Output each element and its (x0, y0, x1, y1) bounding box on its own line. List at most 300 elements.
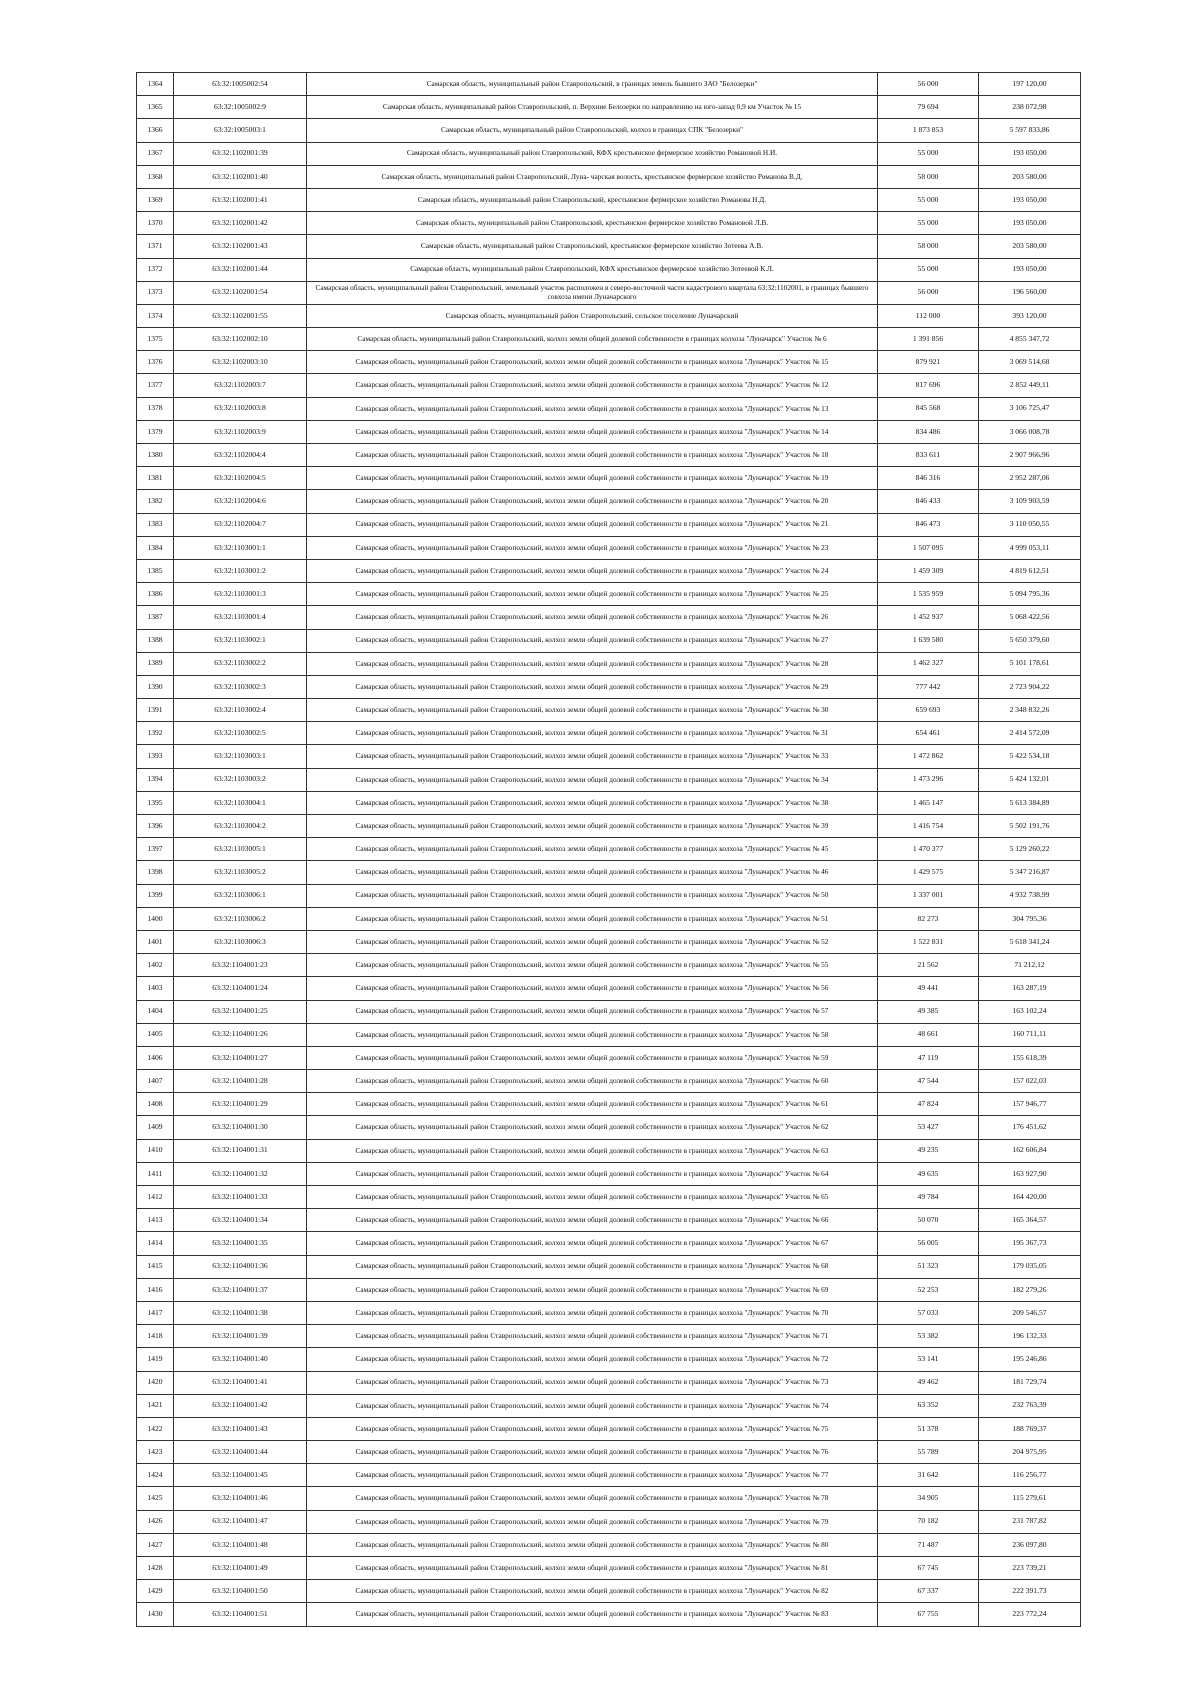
document-page (136, 72, 1080, 1627)
plot-area: 47 824 (878, 1093, 979, 1116)
row-number: 1423 (137, 1441, 174, 1464)
row-number: 1394 (137, 768, 174, 791)
cadastral-number: 63:32:1104001:38 (174, 1301, 307, 1324)
cadastral-number: 63:32:1102004:7 (174, 513, 307, 536)
plot-cost: 116 256,77 (979, 1464, 1081, 1487)
plot-address: Самарская область, муниципальный район Ставропольский, колхоз земли общей долевой собственности в границах колхоза "Луначарск" Участок № 83 (307, 1603, 878, 1626)
plot-area: 70 182 (878, 1510, 979, 1533)
plot-area: 1 452 937 (878, 606, 979, 629)
cadastral-number: 63:32:1104001:24 (174, 977, 307, 1000)
plot-address: Самарская область, муниципальный район Ставропольский, крестьянское фермерское хозяйство Зотеева А.В. (307, 235, 878, 258)
plot-cost: 157 022,03 (979, 1070, 1081, 1093)
plot-area: 56 000 (878, 281, 979, 304)
plot-area: 833 611 (878, 444, 979, 467)
row-number: 1422 (137, 1417, 174, 1440)
plot-area: 50 070 (878, 1209, 979, 1232)
table-row (137, 490, 1081, 513)
table-row (137, 420, 1081, 443)
plot-area: 846 316 (878, 467, 979, 490)
plot-address: Самарская область, муниципальный район Ставропольский, колхоз земли общей долевой собственности в границах колхоза "Луначарск" Участок № 23 (307, 536, 878, 559)
table-row (137, 699, 1081, 722)
row-number: 1397 (137, 838, 174, 861)
table-row (137, 1139, 1081, 1162)
plot-address: Самарская область, муниципальный район Ставропольский, колхоз земли общей долевой собственности в границах колхоза "Луначарск" Участок № 19 (307, 467, 878, 490)
cadastral-number: 63:32:1104001:37 (174, 1278, 307, 1301)
row-number: 1427 (137, 1533, 174, 1556)
plot-address: Самарская область, муниципальный район Ставропольский, крестьянское фермерское хозяйство Романова Н.Д. (307, 188, 878, 211)
plot-area: 55 000 (878, 258, 979, 281)
cadastral-number: 63:32:1103003:2 (174, 768, 307, 791)
plot-cost: 223 772,24 (979, 1603, 1081, 1626)
cadastral-number: 63:32:1102001:54 (174, 281, 307, 304)
table-row (137, 815, 1081, 838)
plot-area: 49 784 (878, 1186, 979, 1209)
plot-cost: 71 212,12 (979, 954, 1081, 977)
plot-area: 53 427 (878, 1116, 979, 1139)
row-number: 1402 (137, 954, 174, 977)
table-row (137, 1000, 1081, 1023)
cadastral-number: 63:32:1103002:4 (174, 699, 307, 722)
cadastral-number: 63:32:1104001:36 (174, 1255, 307, 1278)
plot-cost: 164 420,00 (979, 1186, 1081, 1209)
cadastral-number: 63:32:1104001:49 (174, 1557, 307, 1580)
row-number: 1379 (137, 420, 174, 443)
plot-cost: 5 068 422,56 (979, 606, 1081, 629)
plot-cost: 222 391,73 (979, 1580, 1081, 1603)
plot-address: Самарская область, муниципальный район Ставропольский, колхоз земли общей долевой собственности в границах колхоза "Луначарск" Участок № 80 (307, 1533, 878, 1556)
row-number: 1399 (137, 884, 174, 907)
table-row (137, 1162, 1081, 1185)
plot-address: Самарская область, муниципальный район Ставропольский, колхоз земли общей долевой собственности в границах колхоза "Луначарск" Участок № 56 (307, 977, 878, 1000)
plot-cost: 165 364,57 (979, 1209, 1081, 1232)
cadastral-number: 63:32:1102004:5 (174, 467, 307, 490)
cadastral-number: 63:32:1104001:28 (174, 1070, 307, 1093)
row-number: 1389 (137, 652, 174, 675)
plot-cost: 197 120,00 (979, 73, 1081, 96)
plot-cost: 2 907 966,96 (979, 444, 1081, 467)
table-row (137, 73, 1081, 96)
plot-area: 58 000 (878, 235, 979, 258)
plot-area: 1 465 147 (878, 791, 979, 814)
table-row (137, 467, 1081, 490)
row-number: 1365 (137, 96, 174, 119)
cadastral-number: 63:32:1102001:41 (174, 188, 307, 211)
row-number: 1414 (137, 1232, 174, 1255)
row-number: 1404 (137, 1000, 174, 1023)
table-row (137, 1533, 1081, 1556)
cadastral-number: 63:32:1104001:23 (174, 954, 307, 977)
plot-address: Самарская область, муниципальный район Ставропольский, колхоз земли общей долевой собственности в границах колхоза "Луначарск" Участок № 31 (307, 722, 878, 745)
row-number: 1420 (137, 1371, 174, 1394)
row-number: 1424 (137, 1464, 174, 1487)
table-row (137, 1093, 1081, 1116)
table-row (137, 165, 1081, 188)
cadastral-number: 63:32:1102001:55 (174, 304, 307, 327)
table-row (137, 1394, 1081, 1417)
plot-area: 49 462 (878, 1371, 979, 1394)
plot-address: Самарская область, муниципальный район Ставропольский, колхоз земли общей долевой собственности в границах колхоза "Луначарск" Участок № 26 (307, 606, 878, 629)
plot-cost: 176 451,62 (979, 1116, 1081, 1139)
plot-cost: 4 932 738,99 (979, 884, 1081, 907)
plot-address: Самарская область, муниципальный район Ставропольский, колхоз земли общей долевой собственности в границах колхоза "Луначарск" Участок № 28 (307, 652, 878, 675)
plot-address: Самарская область, муниципальный район Ставропольский, колхоз земли общей долевой собственности в границах колхоза "Луначарск" Участок № 51 (307, 907, 878, 930)
cadastral-number: 63:32:1103002:1 (174, 629, 307, 652)
row-number: 1388 (137, 629, 174, 652)
row-number: 1369 (137, 188, 174, 211)
row-number: 1375 (137, 328, 174, 351)
cadastral-number: 63:32:1102004:4 (174, 444, 307, 467)
row-number: 1416 (137, 1278, 174, 1301)
cadastral-number: 63:32:1103001:3 (174, 583, 307, 606)
plot-cost: 238 072,98 (979, 96, 1081, 119)
plot-area: 1 522 831 (878, 930, 979, 953)
plot-cost: 157 946,77 (979, 1093, 1081, 1116)
plot-area: 49 385 (878, 1000, 979, 1023)
plot-address: Самарская область, муниципальный район Ставропольский, колхоз земли общей долевой собственности в границах колхоза "Луначарск" Участок № 76 (307, 1441, 878, 1464)
table-row (137, 930, 1081, 953)
cadastral-number: 63:32:1104001:33 (174, 1186, 307, 1209)
row-number: 1383 (137, 513, 174, 536)
plot-area: 51 323 (878, 1255, 979, 1278)
cadastral-number: 63:32:1103006:1 (174, 884, 307, 907)
table-row (137, 1255, 1081, 1278)
cadastral-number: 63:32:1104001:47 (174, 1510, 307, 1533)
plot-cost: 193 050,00 (979, 258, 1081, 281)
cadastral-number: 63:32:1104001:29 (174, 1093, 307, 1116)
row-number: 1368 (137, 165, 174, 188)
plot-address: Самарская область, муниципальный район Ставропольский, колхоз земли общей долевой собственности в границах колхоза "Луначарск" Участок № 52 (307, 930, 878, 953)
plot-area: 1 337 001 (878, 884, 979, 907)
cadastral-number: 63:32:1104001:32 (174, 1162, 307, 1185)
table-row (137, 791, 1081, 814)
plot-address: Самарская область, муниципальный район Ставропольский, колхоз земли общей долевой собственности в границах колхоза "Луначарск" Участок № 63 (307, 1139, 878, 1162)
plot-address: Самарская область, муниципальный район Ставропольский, колхоз земли общей долевой собственности в границах колхоза "Луначарск" Участок № 75 (307, 1417, 878, 1440)
row-number: 1428 (137, 1557, 174, 1580)
plot-cost: 193 050,00 (979, 212, 1081, 235)
plot-area: 21 562 (878, 954, 979, 977)
cadastral-number: 63:32:1104001:41 (174, 1371, 307, 1394)
plot-area: 112 000 (878, 304, 979, 327)
plot-address: Самарская область, муниципальный район Ставропольский, колхоз земли общей долевой собственности в границах колхоза "Луначарск" Участок № 13 (307, 397, 878, 420)
plot-cost: 155 618,39 (979, 1046, 1081, 1069)
plot-area: 71 487 (878, 1533, 979, 1556)
table-row (137, 142, 1081, 165)
plot-cost: 193 050,00 (979, 142, 1081, 165)
plot-cost: 2 952 287,06 (979, 467, 1081, 490)
plot-area: 34 905 (878, 1487, 979, 1510)
table-row (137, 374, 1081, 397)
row-number: 1393 (137, 745, 174, 768)
table-row (137, 675, 1081, 698)
table-row (137, 212, 1081, 235)
plot-address: Самарская область, муниципальный район Ставропольский, КФХ крестьянское фермерское хозяйство Романовой Н.И. (307, 142, 878, 165)
plot-address: Самарская область, муниципальный район Ставропольский, колхоз земли общей долевой собственности в границах колхоза "Луначарск" Участок № 58 (307, 1023, 878, 1046)
cadastral-number: 63:32:1104001:43 (174, 1417, 307, 1440)
table-row (137, 328, 1081, 351)
plot-area: 1 507 095 (878, 536, 979, 559)
cadastral-number: 63:32:1103001:1 (174, 536, 307, 559)
plot-cost: 5 618 341,24 (979, 930, 1081, 953)
row-number: 1382 (137, 490, 174, 513)
table-row (137, 235, 1081, 258)
plot-area: 846 473 (878, 513, 979, 536)
plot-cost: 231 787,82 (979, 1510, 1081, 1533)
table-row (137, 188, 1081, 211)
plot-address: Самарская область, муниципальный район Ставропольский, колхоз земли общей долевой собственности в границах колхоза "Луначарск" Участок № 55 (307, 954, 878, 977)
plot-cost: 163 287,19 (979, 977, 1081, 1000)
plot-address: Самарская область, муниципальный район Ставропольский, колхоз земли общей долевой собственности в границах колхоза "Луначарск" Участок № 29 (307, 675, 878, 698)
cadastral-number: 63:32:1102003:8 (174, 397, 307, 420)
row-number: 1381 (137, 467, 174, 490)
plot-area: 49 235 (878, 1139, 979, 1162)
plot-area: 67 745 (878, 1557, 979, 1580)
table-row (137, 1580, 1081, 1603)
plot-area: 55 789 (878, 1441, 979, 1464)
plot-area: 58 000 (878, 165, 979, 188)
plot-address: Самарская область, муниципальный район Ставропольский, сельское поселение Луначарский (307, 304, 878, 327)
plot-address: Самарская область, муниципальный район Ставропольский, колхоз земли общей долевой собственности в границах колхоза "Луначарск" Участок № 46 (307, 861, 878, 884)
plot-cost: 5 422 534,18 (979, 745, 1081, 768)
plot-cost: 3 110 050,55 (979, 513, 1081, 536)
cadastral-number: 63:32:1104001:48 (174, 1533, 307, 1556)
plot-cost: 162 606,84 (979, 1139, 1081, 1162)
table-row (137, 1116, 1081, 1139)
plot-cost: 179 035,05 (979, 1255, 1081, 1278)
table-row (137, 652, 1081, 675)
plot-address: Самарская область, муниципальный район Ставропольский, колхоз земли общей долевой собственности в границах колхоза "Луначарск" Участок № 50 (307, 884, 878, 907)
table-row (137, 1371, 1081, 1394)
table-row (137, 304, 1081, 327)
plot-area: 79 694 (878, 96, 979, 119)
plot-area: 1 462 327 (878, 652, 979, 675)
cadastral-number: 63:32:1103006:2 (174, 907, 307, 930)
plot-cost: 204 975,95 (979, 1441, 1081, 1464)
plot-area: 47 544 (878, 1070, 979, 1093)
table-row (137, 1232, 1081, 1255)
plot-area: 1 459 309 (878, 559, 979, 582)
plot-address: Самарская область, муниципальный район Ставропольский, колхоз земли общей долевой собственности в границах колхоза "Луначарск" Участок № 77 (307, 1464, 878, 1487)
plot-address: Самарская область, муниципальный район Ставропольский, колхоз земли общей долевой собственности в границах колхоза "Луначарск" Участок № 14 (307, 420, 878, 443)
plot-cost: 203 580,00 (979, 235, 1081, 258)
row-number: 1408 (137, 1093, 174, 1116)
plot-cost: 209 546,57 (979, 1301, 1081, 1324)
cadastral-number: 63:32:1102001:43 (174, 235, 307, 258)
row-number: 1410 (137, 1139, 174, 1162)
row-number: 1367 (137, 142, 174, 165)
table-row (137, 1209, 1081, 1232)
cadastral-number: 63:32:1104001:30 (174, 1116, 307, 1139)
row-number: 1374 (137, 304, 174, 327)
row-number: 1384 (137, 536, 174, 559)
plot-cost: 196 560,00 (979, 281, 1081, 304)
plot-area: 1 639 580 (878, 629, 979, 652)
plot-address: Самарская область, муниципальный район Ставропольский, колхоз земли общей долевой собственности в границах колхоза "Луначарск" Участок № 21 (307, 513, 878, 536)
plot-area: 55 000 (878, 142, 979, 165)
table-row (137, 258, 1081, 281)
row-number: 1370 (137, 212, 174, 235)
plot-cost: 5 613 384,89 (979, 791, 1081, 814)
plot-area: 879 921 (878, 351, 979, 374)
cadastral-number: 63:32:1104001:44 (174, 1441, 307, 1464)
plot-address: Самарская область, муниципальный район Ставропольский, колхоз земли общей долевой собственности в границах колхоза "Луначарск" Участок № 6 (307, 328, 878, 351)
row-number: 1385 (137, 559, 174, 582)
cadastral-number: 63:32:1103005:1 (174, 838, 307, 861)
plot-cost: 5 650 379,60 (979, 629, 1081, 652)
plot-address: Самарская область, муниципальный район Ставропольский, колхоз земли общей долевой собственности в границах колхоза "Луначарск" Участок № 72 (307, 1348, 878, 1371)
plot-address: Самарская область, муниципальный район Ставропольский, колхоз земли общей долевой собственности в границах колхоза "Луначарск" Участок № 73 (307, 1371, 878, 1394)
plot-area: 1 391 856 (878, 328, 979, 351)
plot-cost: 115 279,61 (979, 1487, 1081, 1510)
table-row (137, 1070, 1081, 1093)
cadastral-number: 63:32:1102001:42 (174, 212, 307, 235)
cadastral-number: 63:32:1104001:25 (174, 1000, 307, 1023)
plot-cost: 232 763,39 (979, 1394, 1081, 1417)
row-number: 1378 (137, 397, 174, 420)
cadastral-number: 63:32:1102003:7 (174, 374, 307, 397)
cadastral-number: 63:32:1104001:39 (174, 1325, 307, 1348)
row-number: 1386 (137, 583, 174, 606)
plot-address: Самарская область, муниципальный район Ставропольский, колхоз земли общей долевой собственности в границах колхоза "Луначарск" Участок № 57 (307, 1000, 878, 1023)
plot-address: Самарская область, муниципальный район Ставропольский, колхоз земли общей долевой собственности в границах колхоза "Луначарск" Участок № 24 (307, 559, 878, 582)
cadastral-number: 63:32:1102001:40 (174, 165, 307, 188)
cadastral-number: 63:32:1104001:46 (174, 1487, 307, 1510)
cadastral-number: 63:32:1102001:39 (174, 142, 307, 165)
table-row (137, 1186, 1081, 1209)
plot-cost: 223 739,21 (979, 1557, 1081, 1580)
plot-area: 52 253 (878, 1278, 979, 1301)
plot-area: 48 661 (878, 1023, 979, 1046)
row-number: 1426 (137, 1510, 174, 1533)
plot-area: 67 755 (878, 1603, 979, 1626)
table-row (137, 1557, 1081, 1580)
cadastral-number: 63:32:1102001:44 (174, 258, 307, 281)
plot-address: Самарская область, муниципальный район Ставропольский, колхоз земли общей долевой собственности в границах колхоза "Луначарск" Участок № 20 (307, 490, 878, 513)
cadastral-number: 63:32:1104001:34 (174, 1209, 307, 1232)
plot-cost: 182 279,26 (979, 1278, 1081, 1301)
cadastral-number: 63:32:1102002:10 (174, 328, 307, 351)
plot-area: 845 568 (878, 397, 979, 420)
row-number: 1406 (137, 1046, 174, 1069)
cadastral-number: 63:32:1104001:50 (174, 1580, 307, 1603)
plot-area: 49 441 (878, 977, 979, 1000)
plot-cost: 4 855 347,72 (979, 328, 1081, 351)
cadastral-number: 63:32:1104001:31 (174, 1139, 307, 1162)
plot-cost: 2 852 449,11 (979, 374, 1081, 397)
plot-area: 57 033 (878, 1301, 979, 1324)
table-row (137, 629, 1081, 652)
plot-cost: 195 367,73 (979, 1232, 1081, 1255)
table-row (137, 536, 1081, 559)
plot-cost: 4 999 053,11 (979, 536, 1081, 559)
cadastral-number: 63:32:1104001:42 (174, 1394, 307, 1417)
plot-address: Самарская область, муниципальный район Ставропольский, колхоз земли общей долевой собственности в границах колхоза "Луначарск" Участок № 66 (307, 1209, 878, 1232)
table-row (137, 1325, 1081, 1348)
plot-area: 55 000 (878, 212, 979, 235)
cadastral-number: 63:32:1102003:10 (174, 351, 307, 374)
plot-address: Самарская область, муниципальный район Ставропольский, колхоз земли общей долевой собственности в границах колхоза "Луначарск" Участок № 78 (307, 1487, 878, 1510)
plot-address: Самарская область, муниципальный район Ставропольский, колхоз земли общей долевой собственности в границах колхоза "Луначарск" Участок № 25 (307, 583, 878, 606)
cadastral-number: 63:32:1005002:54 (174, 73, 307, 96)
table-row (137, 1487, 1081, 1510)
table-row (137, 954, 1081, 977)
table-row (137, 768, 1081, 791)
land-plots-table (136, 72, 1081, 1627)
plot-cost: 3 069 514,68 (979, 351, 1081, 374)
cadastral-number: 63:32:1103004:2 (174, 815, 307, 838)
cadastral-number: 63:32:1103005:2 (174, 861, 307, 884)
cadastral-number: 63:32:1005002:9 (174, 96, 307, 119)
table-row (137, 397, 1081, 420)
plot-address: Самарская область, муниципальный район Ставропольский, колхоз в границах СПК "Белозерки" (307, 119, 878, 142)
plot-cost: 5 129 260,22 (979, 838, 1081, 861)
cadastral-number: 63:32:1103002:5 (174, 722, 307, 745)
table-row (137, 1348, 1081, 1371)
plot-cost: 181 729,74 (979, 1371, 1081, 1394)
row-number: 1419 (137, 1348, 174, 1371)
table-row (137, 1046, 1081, 1069)
cadastral-number: 63:32:1005003:1 (174, 119, 307, 142)
plot-area: 1 472 862 (878, 745, 979, 768)
plot-area: 82 273 (878, 907, 979, 930)
plot-address: Самарская область, муниципальный район Ставропольский, колхоз земли общей долевой собственности в границах колхоза "Луначарск" Участок № 82 (307, 1580, 878, 1603)
row-number: 1401 (137, 930, 174, 953)
plot-area: 55 000 (878, 188, 979, 211)
row-number: 1407 (137, 1070, 174, 1093)
table-row (137, 96, 1081, 119)
plot-cost: 2 348 832,26 (979, 699, 1081, 722)
plot-cost: 195 246,86 (979, 1348, 1081, 1371)
plot-cost: 236 097,80 (979, 1533, 1081, 1556)
cadastral-number: 63:32:1104001:26 (174, 1023, 307, 1046)
row-number: 1429 (137, 1580, 174, 1603)
row-number: 1376 (137, 351, 174, 374)
plot-address: Самарская область, муниципальный район Ставропольский, колхоз земли общей долевой собственности в границах колхоза "Луначарск" Участок № 39 (307, 815, 878, 838)
table-row (137, 351, 1081, 374)
row-number: 1415 (137, 1255, 174, 1278)
plot-address: Самарская область, муниципальный район Ставропольский, КФХ крестьянское фермерское хозяйство Зотеевой К.Л. (307, 258, 878, 281)
cadastral-number: 63:32:1104001:27 (174, 1046, 307, 1069)
plot-cost: 5 502 191,76 (979, 815, 1081, 838)
row-number: 1371 (137, 235, 174, 258)
cadastral-number: 63:32:1102003:9 (174, 420, 307, 443)
row-number: 1398 (137, 861, 174, 884)
plot-area: 654 461 (878, 722, 979, 745)
plot-area: 1 470 377 (878, 838, 979, 861)
plot-cost: 196 132,33 (979, 1325, 1081, 1348)
plot-area: 56 005 (878, 1232, 979, 1255)
cadastral-number: 63:32:1104001:51 (174, 1603, 307, 1626)
row-number: 1411 (137, 1162, 174, 1185)
plot-area: 31 642 (878, 1464, 979, 1487)
table-row (137, 884, 1081, 907)
row-number: 1396 (137, 815, 174, 838)
plot-area: 1 473 296 (878, 768, 979, 791)
row-number: 1425 (137, 1487, 174, 1510)
row-number: 1413 (137, 1209, 174, 1232)
plot-cost: 2 723 904,22 (979, 675, 1081, 698)
plot-address: Самарская область, муниципальный район Ставропольский, п. Верхние Белозерки по направлению на юго-запад 0,9 км Участок № 15 (307, 96, 878, 119)
plot-area: 1 416 754 (878, 815, 979, 838)
plot-address: Самарская область, муниципальный район Ставропольский, колхоз земли общей долевой собственности в границах колхоза "Луначарск" Участок № 74 (307, 1394, 878, 1417)
plot-area: 846 433 (878, 490, 979, 513)
plot-cost: 5 094 795,36 (979, 583, 1081, 606)
row-number: 1403 (137, 977, 174, 1000)
plot-address: Самарская область, муниципальный район Ставропольский, колхоз земли общей долевой собственности в границах колхоза "Луначарск" Участок № 15 (307, 351, 878, 374)
row-number: 1364 (137, 73, 174, 96)
table-row (137, 1510, 1081, 1533)
row-number: 1392 (137, 722, 174, 745)
plot-area: 53 141 (878, 1348, 979, 1371)
